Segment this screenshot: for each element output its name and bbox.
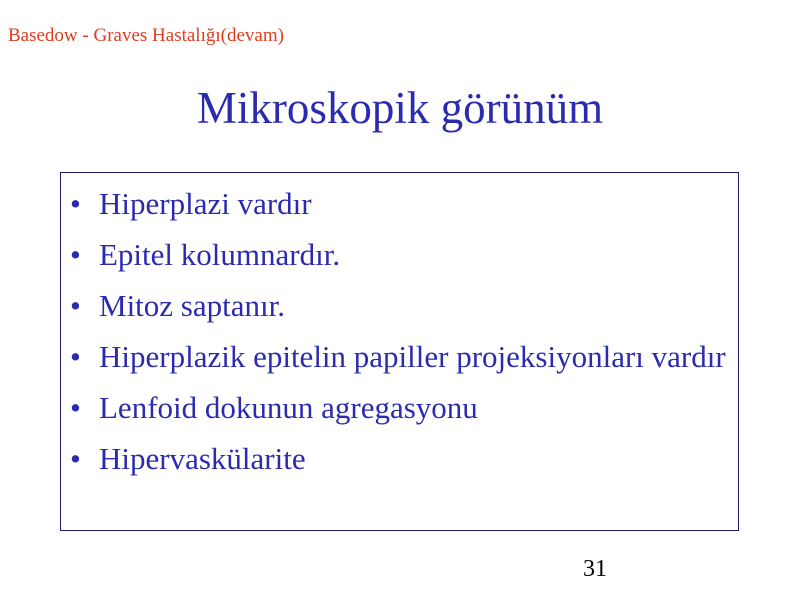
bullet-text: Lenfoid dokunun agregasyonu [99,390,478,425]
bullet-text: Epitel kolumnardır. [99,237,341,272]
bullet-list [61,183,738,489]
bullet-icon: • [70,288,81,323]
bullet-item [61,336,738,377]
bullet-text: Hiperplazik epitelin papiller projeksiyonları vardır [99,339,726,374]
bullet-item [61,183,738,224]
bullet-icon: • [70,237,81,272]
bullet-icon: • [70,186,81,221]
bullet-icon: • [70,441,81,476]
content-box [60,172,739,531]
bullet-icon: • [70,390,81,425]
bullet-item [61,387,738,428]
header-label: Basedow - Graves Hastalığı(devam) [8,25,284,46]
bullet-text: Mitoz saptanır. [99,288,285,323]
bullet-text: Hipervaskülarite [99,441,306,476]
page-number: 31 [583,556,607,582]
bullet-item [61,234,738,275]
bullet-item [61,438,738,479]
bullet-text: Hiperplazi vardır [99,186,312,221]
bullet-item [61,285,738,326]
slide-title: Mikroskopik görünüm [196,83,604,133]
bullet-icon: • [70,339,81,374]
